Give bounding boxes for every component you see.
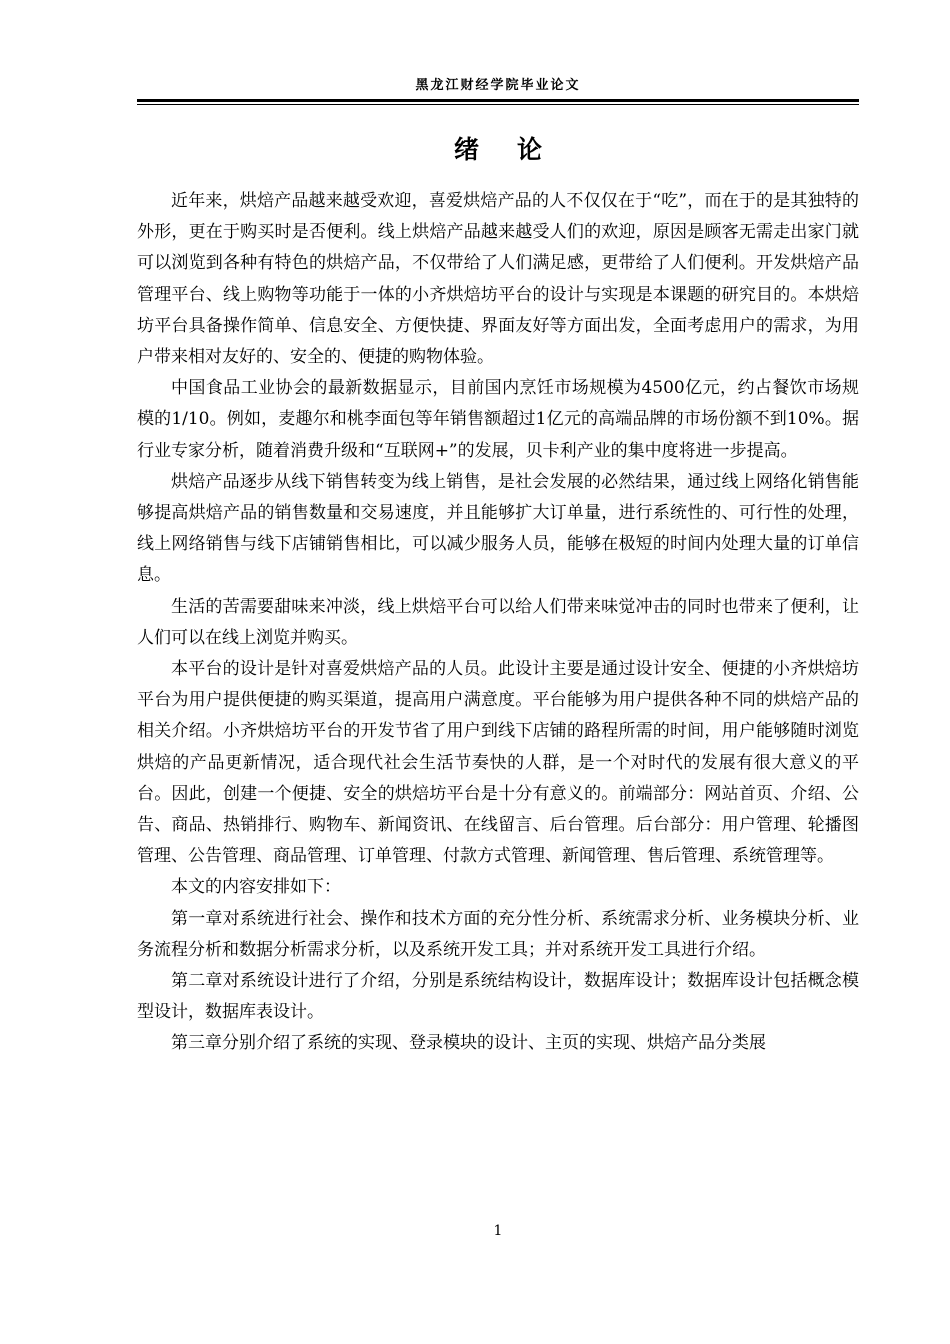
chapter-title: 绪论 [453, 135, 580, 164]
paragraph: 第一章对系统进行社会、操作和技术方面的充分性分析、系统需求分析、业务模块分析、业务流程分析和数据分析需求分析，以及系统开发工具；并对系统开发工具进行介绍。 [137, 908, 859, 960]
paragraph: 烘焙产品逐步从线下销售转变为线上销售，是社会发展的必然结果，通过线上网络化销售能够提高烘焙产品的销售数量和交易速度，并且能够扩大订单量，进行系统性的、可行性的处理，线上网络销售与线下店铺销售相比，可以减少服务人员，能够在极短的时间内处理大量的订单信息。 [137, 471, 859, 586]
paragraph: 中国食品工业协会的最新数据显示，目前国内烹饪市场规模为4500亿元，约占餐饮市场规模的1/10。例如，麦趣尔和桃李面包等年销售额超过1亿元的高端品牌的市场份额不到10%。据行业专家分析，随着消费升级和“互联网+”的发展，贝卡利产业的集中度将进一步提高。 [137, 378, 859, 461]
paragraph: 生活的苦需要甜味来冲淡，线上烘焙平台可以给人们带来味觉冲击的同时也带来了便利，让人们可以在线上浏览并购买。 [137, 596, 859, 648]
paragraph: 近年来，烘焙产品越来越受欢迎，喜爱烘焙产品的人不仅仅在于“吃”，而在于的是其独特的外形，更在于购买时是否便利。线上烘焙产品越来越受人们的欢迎，原因是顾客无需走出家门就可以浏览到各种有特色的烘焙产品，不仅带给了人们满足感，更带给了人们便利。开发烘焙产品管理平台、线上购物等功能于一体的小齐烘焙坊平台的设计与实现是本课题的研究目的。本烘焙坊平台具备操作简单、信息安全、方便快捷、界面友好等方面出发，全面考虑用户的需求，为用户带来相对友好的、安全的、便捷的购物体验。 [137, 191, 859, 368]
paragraph: 第二章对系统设计进行了介绍，分别是系统结构设计，数据库设计；数据库设计包括概念模型设计，数据库表设计。 [137, 971, 859, 1023]
body-text [137, 186, 859, 1060]
running-header-title: 黑龙江财经学院毕业论文 [415, 78, 581, 93]
paragraph: 本文的内容安排如下： [171, 877, 341, 898]
paragraph: 第三章分别介绍了系统的实现、登录模块的设计、主页的实现、烘焙产品分类展 [171, 1033, 766, 1054]
paragraph: 本平台的设计是针对喜爱烘焙产品的人员。此设计主要是通过设计安全、便捷的小齐烘焙坊平台为用户提供便捷的购买渠道，提高用户满意度。平台能够为用户提供各种不同的烘焙产品的相关介绍。小齐烘焙坊平台的开发节省了用户到线下店铺的路程所需的时间，用户能够随时浏览烘焙的产品更新情况，适合现代社会生活节奏快的人群，是一个对时代的发展有很大意义的平台。因此，创建一个便捷、安全的烘焙坊平台是十分有意义的。前端部分：网站首页、介绍、公告、商品、热销排行、购物车、新闻资讯、在线留言、后台管理。后台部分：用户管理、轮播图管理、公告管理、商品管理、订单管理、付款方式管理、新闻管理、售后管理、系统管理等。 [137, 659, 859, 867]
header-rule-thick [137, 99, 859, 102]
header-rule-thin [137, 104, 859, 105]
page-number: 1 [493, 1223, 503, 1239]
